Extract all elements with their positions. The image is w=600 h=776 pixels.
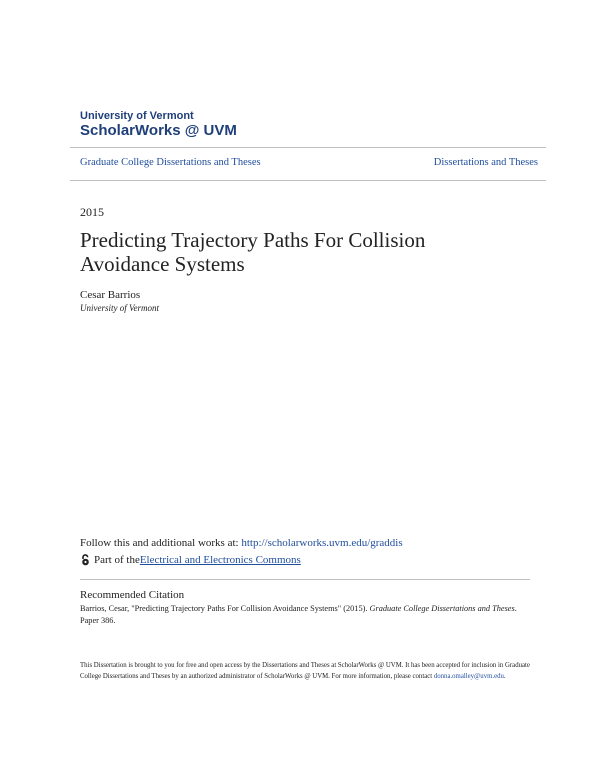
follow-line [80, 537, 403, 549]
institution-name: University of Vermont [80, 110, 194, 122]
paper-title: Predicting Trajectory Paths For Collision Avoidance Systems [80, 228, 426, 276]
citation-paper-number: . Paper 386. [80, 604, 517, 625]
open-access-icon [80, 554, 91, 566]
author-name: Cesar Barrios [80, 289, 141, 301]
header-divider-top [70, 147, 546, 148]
footer-end: . [503, 673, 506, 680]
commons-link[interactable]: Electrical and Electronics Commons [139, 554, 301, 566]
citation-text [80, 603, 530, 627]
collection-link-graduate[interactable]: Graduate College Dissertations and Theses [80, 157, 261, 168]
part-of-line [80, 554, 301, 566]
contact-email-link[interactable]: donna.omalley@uvm.edu [433, 673, 504, 680]
footer-notice [80, 660, 535, 682]
follow-label: Follow this and additional works at: [80, 537, 242, 549]
citation-heading: Recommended Citation [80, 589, 185, 601]
citation-journal: Graduate College Dissertations and Theses [369, 604, 515, 613]
follow-url-link[interactable]: http://scholarworks.uvm.edu/graddis [241, 537, 403, 549]
collection-link-dissertations[interactable]: Dissertations and Theses [433, 157, 538, 168]
footer-text: This Dissertation is brought to you for free and open access by the Dissertations and Theses at ScholarWorks @ UVM. It has been accepted for inclusion in Graduate College Dissertations and Theses by an authorized administrator of ScholarWorks @ UVM. For more information, please contact [80, 662, 530, 680]
citation-body: Barrios, Cesar, "Predicting Trajectory Paths For Collision Avoidance Systems" (2015). [80, 604, 370, 613]
publication-year: 2015 [80, 205, 104, 219]
author-affiliation: University of Vermont [80, 303, 159, 313]
citation-divider [80, 579, 530, 580]
part-of-label: Part of the [94, 554, 140, 566]
repository-name[interactable]: ScholarWorks @ UVM [80, 122, 237, 139]
header-divider-bottom [70, 180, 546, 181]
